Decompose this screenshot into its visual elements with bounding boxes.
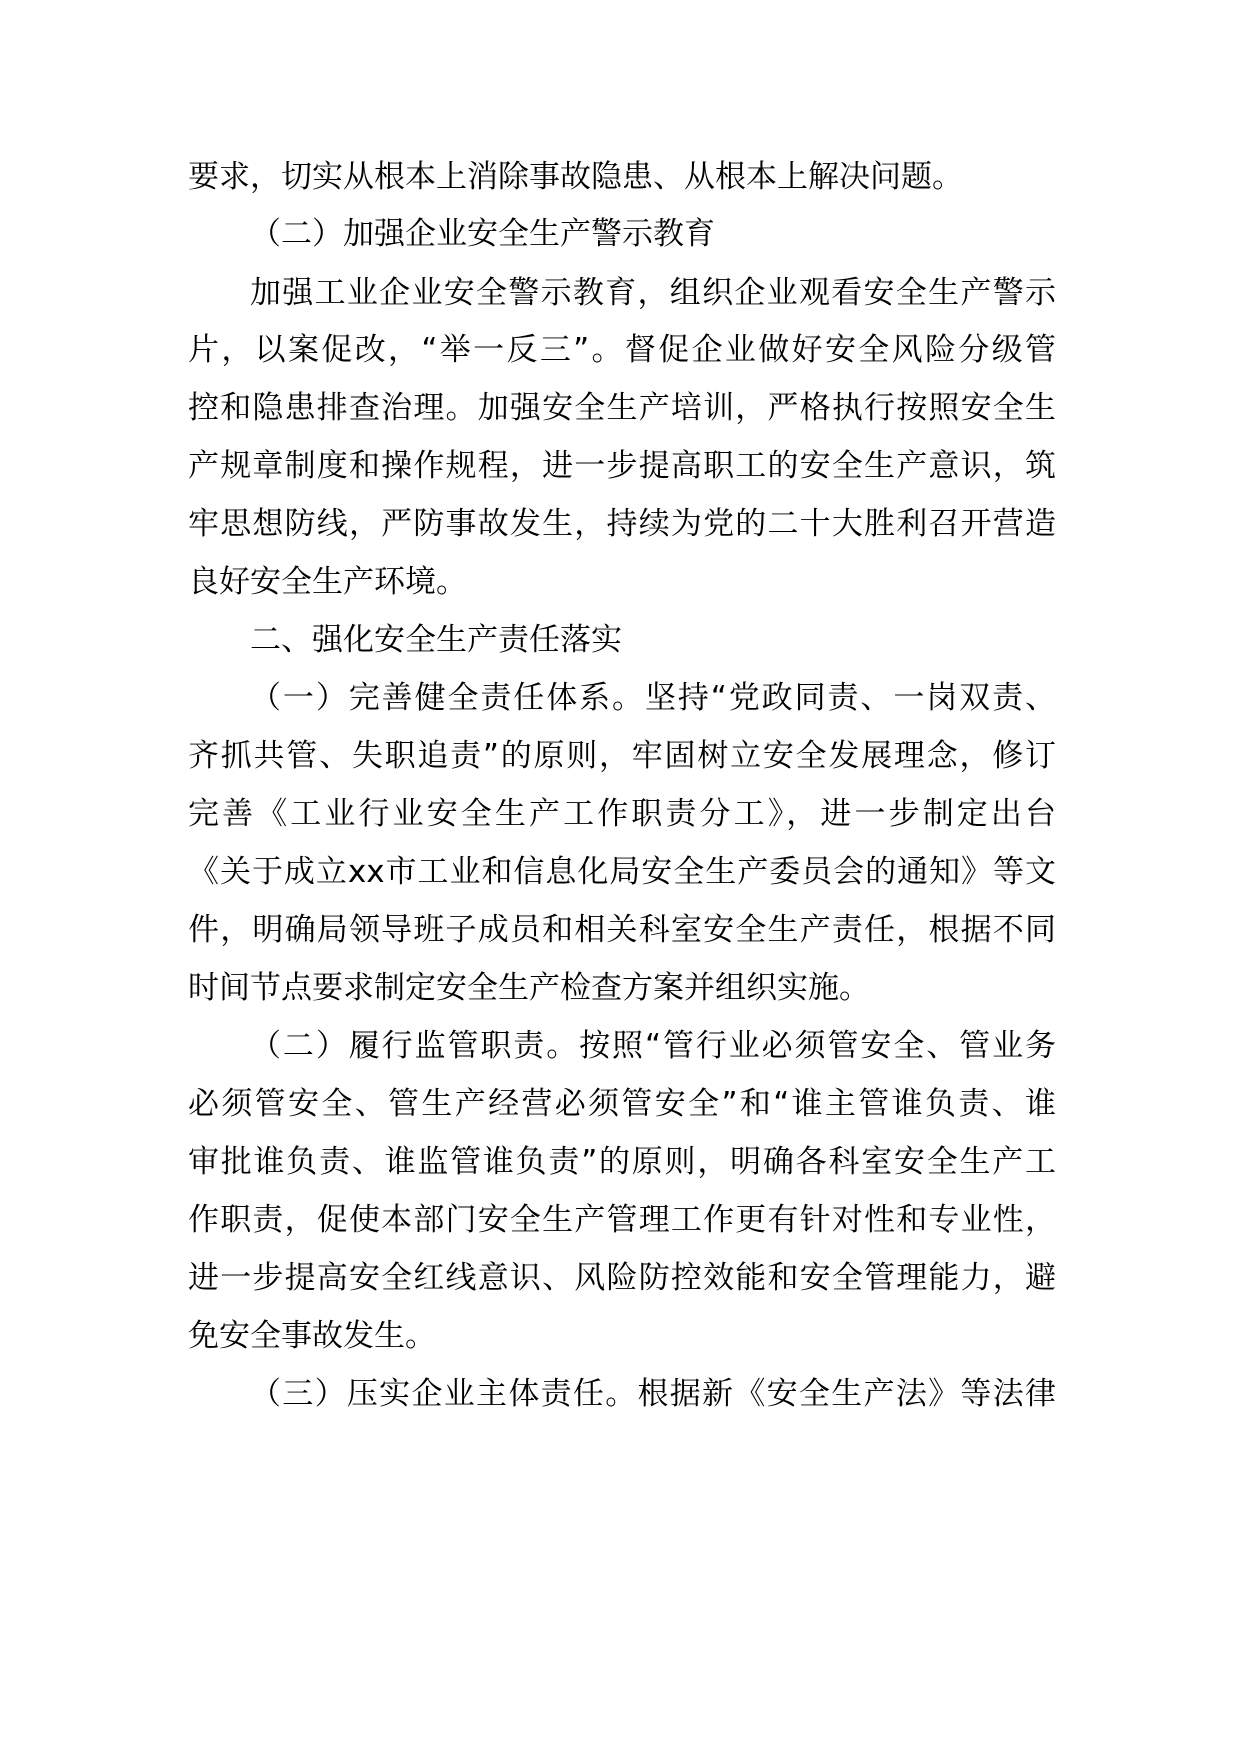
text-line: 齐抓共管、失职追责”的原则，牢固树立安全发展理念，修订 — [188, 738, 1056, 774]
text-line: 加强工业企业安全警示教育，组织企业观看安全生产警示 — [250, 275, 1056, 311]
text-line: 产规章制度和操作规程，进一步提高职工的安全生产意识，筑 — [188, 448, 1056, 484]
text-line: 控和隐患排查治理。加强安全生产培训，严格执行按照安全生 — [188, 390, 1056, 426]
section-heading: （二）加强企业安全生产警示教育 — [250, 216, 715, 252]
section-heading: 二、强化安全生产责任落实 — [250, 622, 622, 658]
text-line: 片，以案促改，“举一反三”。督促企业做好安全风险分级管 — [188, 332, 1056, 368]
text-line: 审批谁负责、谁监管谁负责”的原则，明确各科室安全生产工 — [188, 1144, 1056, 1180]
text-line: 件，明确局领导班子成员和相关科室安全生产责任，根据不同 — [188, 912, 1056, 948]
text-line: 牢思想防线，严防事故发生，持续为党的二十大胜利召开营造 — [188, 506, 1056, 542]
text-line: 要求，切实从根本上消除事故隐患、从根本上解决问题。 — [188, 159, 963, 195]
text-line: （一）完善健全责任体系。坚持“党政同责、一岗双责、 — [250, 680, 1056, 716]
text-line: 良好安全生产环境。 — [188, 564, 467, 600]
text-line: 《关于成立xx市工业和信息化局安全生产委员会的通知》等文 — [188, 854, 1056, 890]
text-line: 必须管安全、管生产经营必须管安全”和“谁主管谁负责、谁 — [188, 1086, 1056, 1122]
text-line: （三）压实企业主体责任。根据新《安全生产法》等法律 — [250, 1376, 1056, 1412]
text-line: 免安全事故发生。 — [188, 1318, 436, 1354]
text-line: 时间节点要求制定安全生产检查方案并组织实施。 — [188, 970, 870, 1006]
text-line: （二）履行监管职责。按照“管行业必须管安全、管业务 — [250, 1028, 1056, 1064]
text-line: 完善《工业行业安全生产工作职责分工》，进一步制定出台 — [188, 796, 1056, 832]
text-line: 进一步提高安全红线意识、风险防控效能和安全管理能力，避 — [188, 1260, 1056, 1296]
text-line: 作职责，促使本部门安全生产管理工作更有针对性和专业性， — [188, 1202, 1056, 1238]
